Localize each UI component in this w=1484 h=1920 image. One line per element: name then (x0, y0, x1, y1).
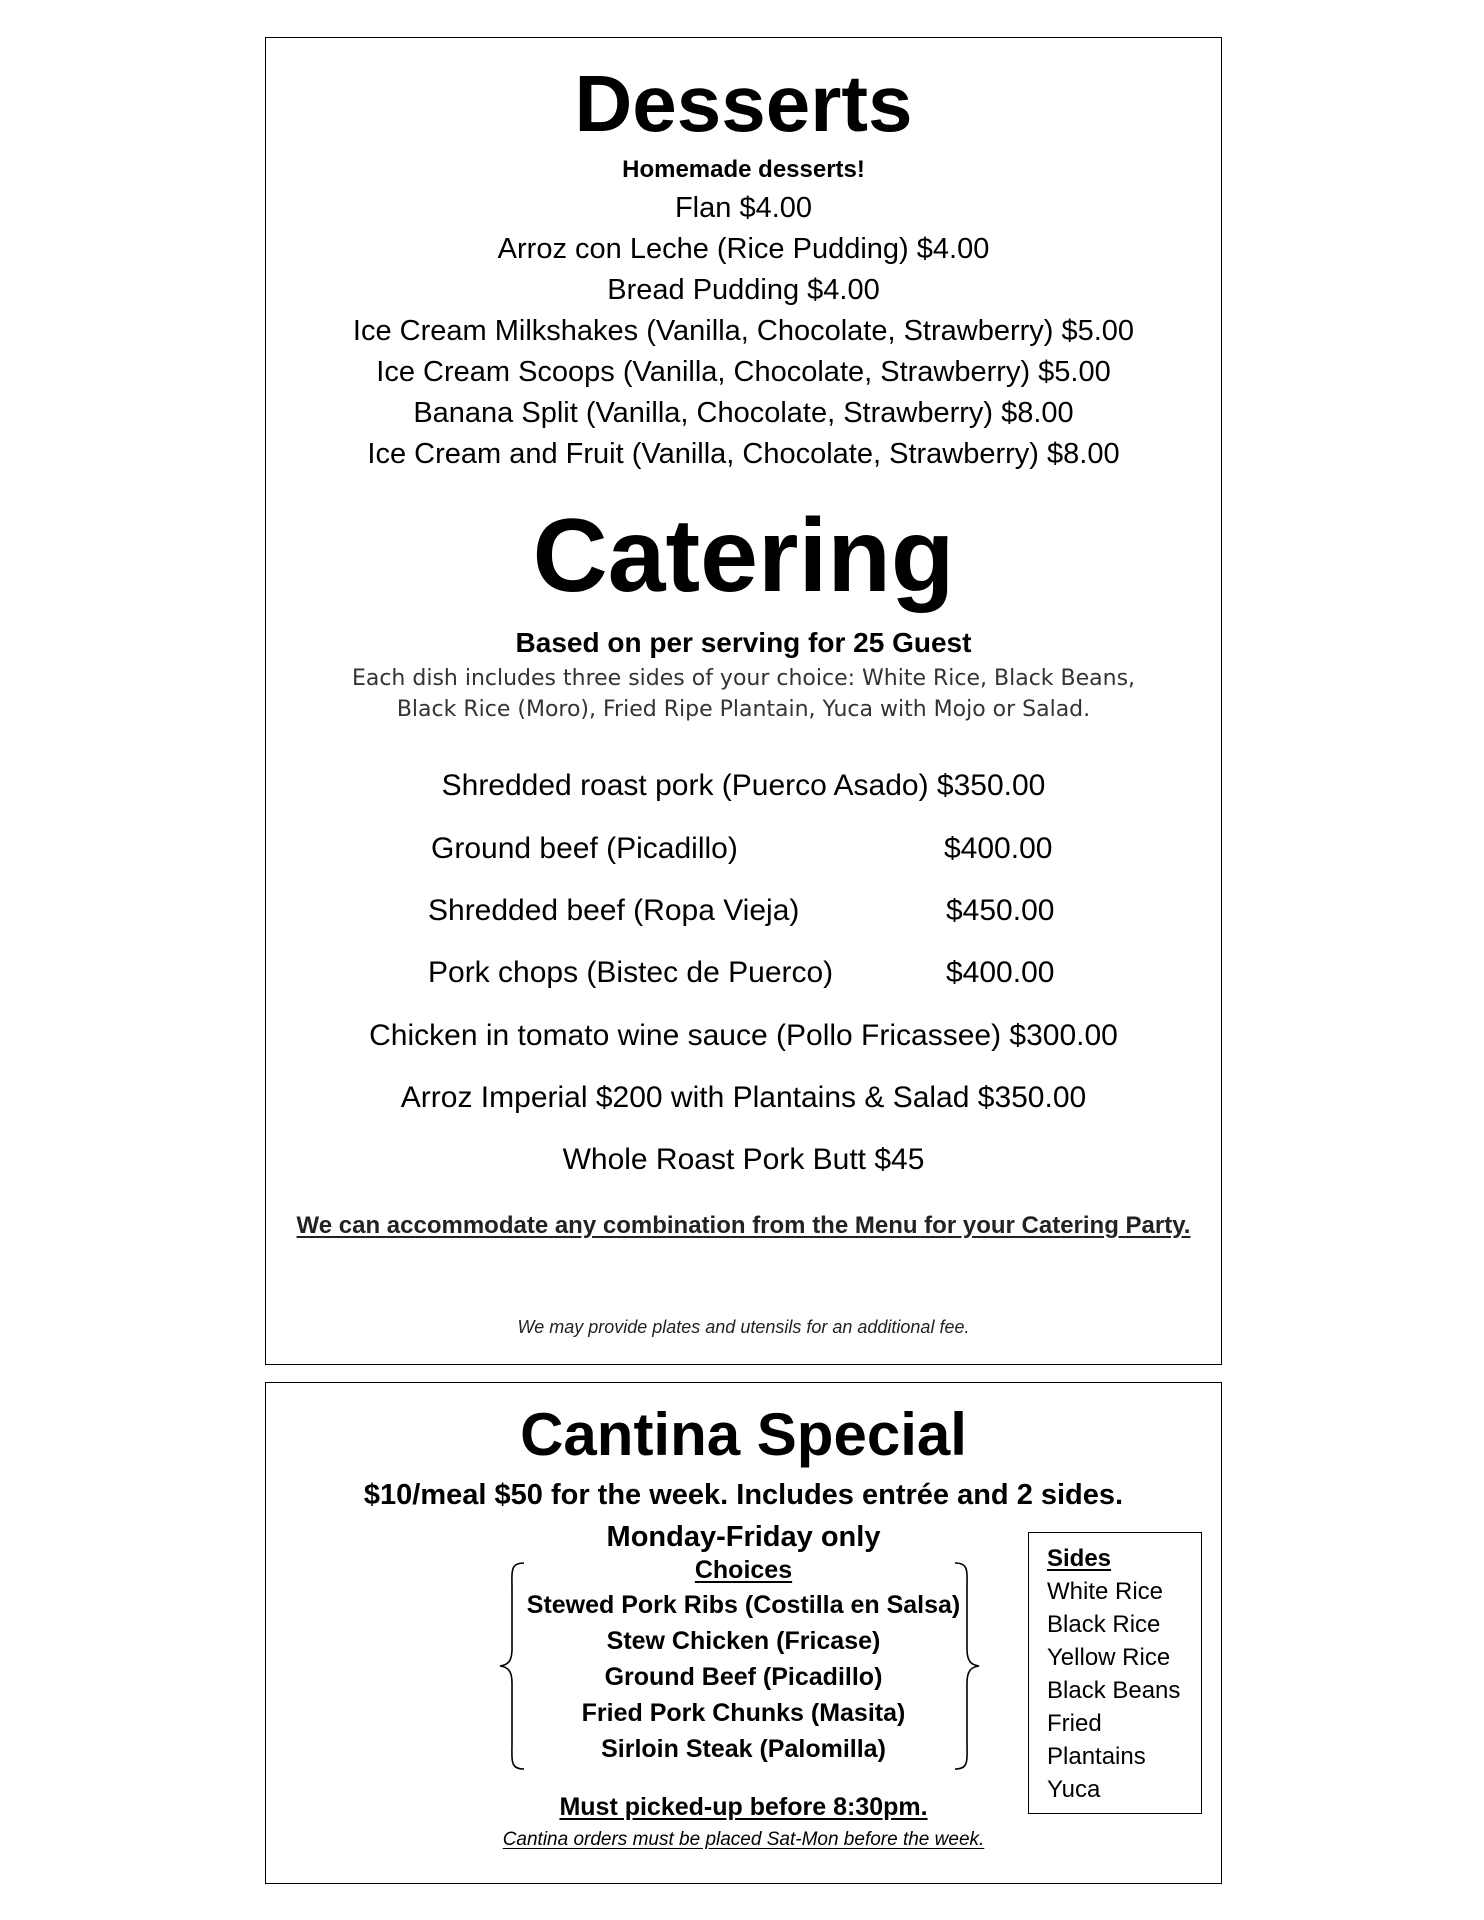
dessert-item: Ice Cream Milkshakes (Vanilla, Chocolate, Strawberry) $5.00 (352, 315, 1135, 347)
cantina-price-line: $10/meal $50 for the week. Includes entrée and 2 sides. (363, 1479, 1124, 1511)
desserts-title: Desserts (574, 59, 913, 148)
dessert-item: Bread Pudding $4.00 (607, 274, 880, 306)
catering-description-line2: Black Rice (Moro), Fried Ripe Plantain, Yuca with Mojo or Salad. (396, 697, 1091, 722)
catering-item-price: $400.00 (946, 956, 1055, 989)
choice-item: Stewed Pork Ribs (Costilla en Salsa) (526, 1591, 961, 1619)
catering-item-price: $400.00 (944, 832, 1053, 865)
catering-item: Whole Roast Pork Butt $45 (562, 1143, 925, 1176)
side-item: Plantains (1047, 1743, 1146, 1770)
catering-item-name: Shredded beef (Ropa Vieja) (428, 894, 800, 927)
catering-title: Catering (532, 498, 955, 614)
right-brace-icon (951, 1561, 981, 1771)
sides-title: Sides (1047, 1545, 1112, 1572)
side-item: White Rice (1047, 1578, 1164, 1605)
cantina-title: Cantina Special (520, 1401, 967, 1468)
choice-item: Ground Beef (Picadillo) (604, 1663, 883, 1691)
desserts-tagline: Homemade desserts! (622, 156, 865, 183)
side-item: Fried (1047, 1710, 1102, 1737)
cantina-days: Monday-Friday only (606, 1521, 881, 1553)
order-note: Cantina orders must be placed Sat-Mon before the week. (502, 1829, 985, 1850)
left-brace-icon (498, 1561, 528, 1771)
desserts-catering-panel (265, 37, 1222, 1365)
catering-item: Shredded roast pork (Puerco Asado) $350.00 (441, 769, 1046, 802)
choice-item: Stew Chicken (Fricase) (606, 1627, 881, 1655)
catering-description-line1: Each dish includes three sides of your choice: White Rice, Black Beans, (351, 666, 1136, 691)
side-item: Black Beans (1047, 1677, 1181, 1704)
side-item: Yellow Rice (1047, 1644, 1171, 1671)
catering-item: Arroz Imperial $200 with Plantains & Salad $350.00 (400, 1081, 1087, 1114)
catering-subtitle: Based on per serving for 25 Guest (515, 627, 972, 658)
catering-fee-note: We may provide plates and utensils for an additional fee. (517, 1317, 970, 1337)
catering-combination-note: We can accommodate any combination from the Menu for your Catering Party. (296, 1212, 1191, 1239)
catering-item-name: Ground beef (Picadillo) (431, 832, 738, 865)
dessert-item: Flan $4.00 (674, 192, 813, 224)
catering-item-name: Pork chops (Bistec de Puerco) (428, 956, 834, 989)
choices-title: Choices (694, 1556, 793, 1584)
choice-item: Sirloin Steak (Palomilla) (601, 1735, 886, 1763)
catering-item: Chicken in tomato wine sauce (Pollo Fricassee) $300.00 (369, 1019, 1118, 1052)
cantina-panel (265, 1382, 1222, 1884)
dessert-item: Banana Split (Vanilla, Chocolate, Strawberry) $8.00 (413, 397, 1074, 429)
pickup-note: Must picked-up before 8:30pm. (559, 1793, 928, 1821)
dessert-item: Ice Cream Scoops (Vanilla, Chocolate, Strawberry) $5.00 (376, 356, 1111, 388)
catering-item-price: $450.00 (946, 894, 1055, 927)
dessert-item: Arroz con Leche (Rice Pudding) $4.00 (497, 233, 990, 265)
side-item: Yuca (1047, 1776, 1101, 1803)
sides-box (1028, 1532, 1202, 1814)
dessert-item: Ice Cream and Fruit (Vanilla, Chocolate, Strawberry) $8.00 (367, 438, 1120, 470)
choice-item: Fried Pork Chunks (Masita) (581, 1699, 906, 1727)
side-item: Black Rice (1047, 1611, 1161, 1638)
